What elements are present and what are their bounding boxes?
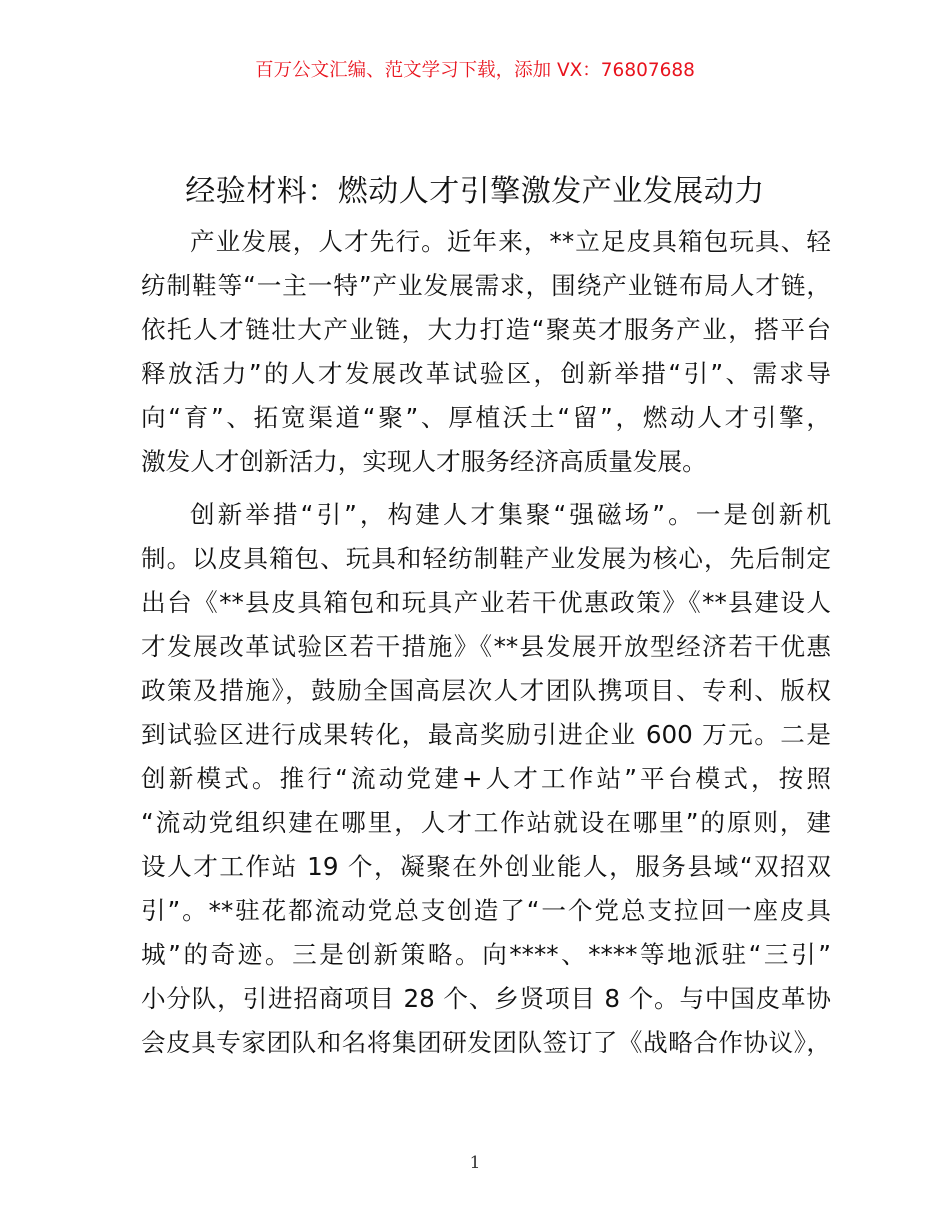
- page-number: 1: [469, 1153, 481, 1173]
- document-title: 经验材料：燃动人才引擎激发产业发展动力: [185, 174, 765, 209]
- text-line: 产业发展，人才先行。近年来，**立足皮具箱包玩具、轻: [190, 227, 831, 256]
- text-line: 创新模式。推行“流动党建+人才工作站”平台模式，按照: [141, 764, 831, 793]
- text-line: “流动党组织建在哪里，人才工作站就设在哪里”的原则，建: [141, 808, 831, 837]
- text-line: 政策及措施》，鼓励全国高层次人才团队携项目、专利、版权: [141, 676, 831, 705]
- text-line: 小分队，引进招商项目 28 个、乡贤项目 8 个。与中国皮革协: [141, 984, 831, 1013]
- text-line: 城”的奇迹。三是创新策略。向****、****等地派驻“三引”: [141, 940, 831, 969]
- download-banner: 百万公文汇编、范文学习下载，添加 VX：76807688: [255, 60, 695, 81]
- text-line: 释放活力”的人才发展改革试验区，创新举措“引”、需求导: [141, 359, 831, 388]
- text-line: 才发展改革试验区若干措施》《**县发展开放型经济若干优惠: [141, 632, 831, 661]
- text-line: 纺制鞋等“一主一特”产业发展需求，围绕产业链布局人才链，: [141, 271, 831, 300]
- text-line: 制。以皮具箱包、玩具和轻纺制鞋产业发展为核心，先后制定: [141, 544, 831, 573]
- text-line: 到试验区进行成果转化，最高奖励引进企业 600 万元。二是: [141, 720, 831, 749]
- text-line: 激发人才创新活力，实现人才服务经济高质量发展。: [141, 447, 707, 476]
- text-line: 引”。**驻花都流动党总支创造了“一个党总支拉回一座皮具: [141, 896, 831, 925]
- text-line: 创新举措“引”，构建人才集聚“强磁场”。一是创新机: [190, 500, 831, 529]
- text-line: 设人才工作站 19 个，凝聚在外创业能人，服务县域“双招双: [141, 852, 831, 881]
- text-line: 依托人才链壮大产业链，大力打造“聚英才服务产业，搭平台: [141, 315, 831, 344]
- text-line: 向“育”、拓宽渠道“聚”、厚植沃土“留”，燃动人才引擎，: [141, 403, 831, 432]
- text-line: 会皮具专家团队和名将集团研发团队签订了《战略合作协议》，: [141, 1028, 831, 1057]
- text-line: 出台《**县皮具箱包和玩具产业若干优惠政策》《**县建设人: [141, 588, 831, 617]
